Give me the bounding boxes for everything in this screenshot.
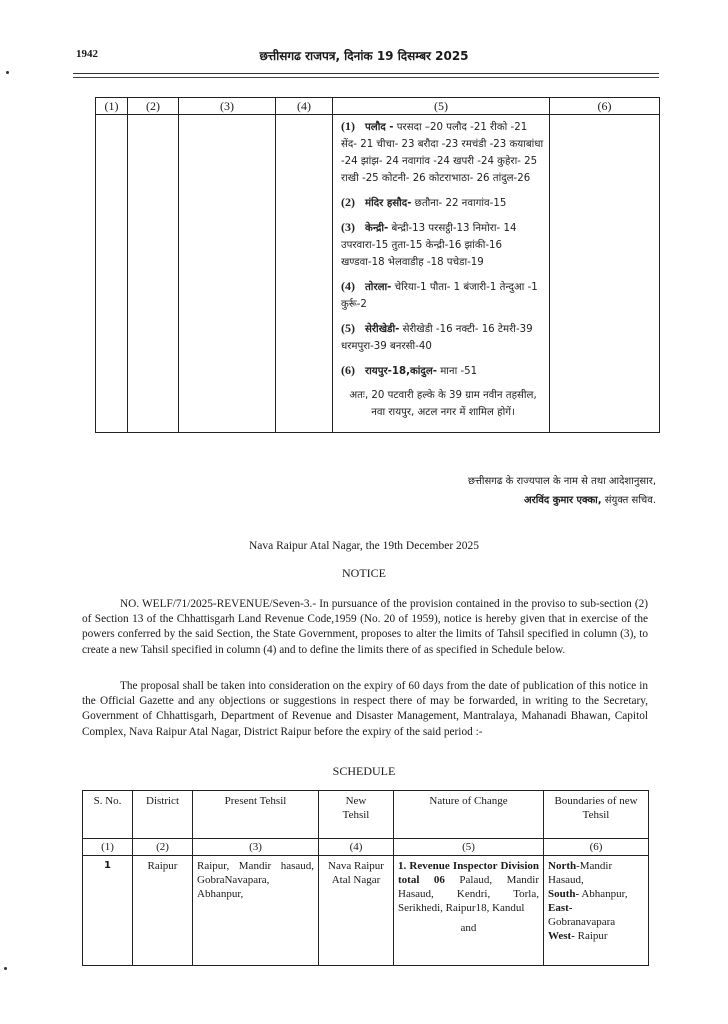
signatory-name: अरविंद कुमार एक्का, [524, 495, 602, 506]
west-boundary: Raipur [574, 930, 608, 942]
south-label: South- [548, 888, 580, 900]
empty-cell [550, 115, 660, 433]
south-boundary: Abhanpur, [579, 888, 628, 900]
empty-cell [96, 115, 128, 433]
schedule-table [82, 790, 649, 966]
col-num-1: (1) [96, 98, 128, 115]
notice-paragraph-2: The proposal shall be taken into consideration on the expiry of 60 days from the date of publication of this notice in the Official Gazette and any objections or suggestions in respect there of may be forwarded, in writing to the Secretary, Government of Chhattisgarh, Department of Revenue and Disaster Management, Mantralaya, Mahanadi Bhawan, Capitol Complex, Nava Raipur Atal Nagar, District Raipur before the expiry of the said period :- [82, 680, 648, 738]
east-label: East- [548, 902, 573, 914]
notice-paragraph-1: NO. WELF/71/2025-REVENUE/Seven-3.- In pursuance of the provision contained in the proviso to sub-section (2) of Section 13 of the Chhattisgarh Land Revenue Code,1959 (No. 20 of 1959), notice is hereby given that in exercise of the powers conferred by the said Section, the State Government, proposes to alter the limits of Tahsil specified in column (3), to create a new Tahsil specified in column (4) and to define the limits there of as specified in Schedule below. [82, 598, 648, 656]
signatory [524, 492, 656, 506]
present-tehsil-cell: Raipur, Mandir hasaud, GobraNavapara, Abhanpur, [193, 856, 319, 966]
col-num-2: (2) [133, 839, 193, 856]
col-num-5: (5) [394, 839, 544, 856]
east-boundary: Gobranavapara [548, 916, 616, 928]
col-num-3: (3) [193, 839, 319, 856]
ri-division-entry: (6) रायपुर-18,कांदुल- माना -51 [341, 363, 478, 377]
header-district: District [133, 791, 193, 839]
col-num-5: (5) [333, 98, 550, 115]
header-rule-top [73, 73, 659, 74]
schedule-heading: SCHEDULE [332, 764, 396, 778]
table-row [83, 856, 649, 966]
north-label: North [548, 860, 577, 872]
header-new-tehsil: New Tehsil [319, 791, 394, 839]
page-number: 1942 [76, 48, 98, 60]
ri-division-entry: (5) सेरीखेडी- सेरीखेडी -16 नक्टी- 16 टेमरी-39 धरमपुरा-39 बनरसी-40 [341, 321, 533, 352]
schedule-column-number-row [83, 839, 649, 856]
north-boundary: -Mandir Hasaud, [548, 860, 613, 886]
col-num-3: (3) [179, 98, 276, 115]
ri-division-list: Palaud, Mandir Hasaud, Kendri, Torla, Serikhedi, Raipur18, Kandul [398, 874, 539, 914]
ri-division-entry: (3) केन्द्री- बेन्द्री-13 परसट्ठी-13 निमोरा- 14 उपरवारा-15 तुता-15 केन्द्री-16 झांकी-16 खण्डवा-18 भेलवाडीह -18 पचेडा-19 [341, 220, 517, 268]
scan-speck [6, 71, 9, 74]
notice-dateline: Nava Raipur Atal Nagar, the 19th December 2025 [248, 540, 480, 552]
sno-cell: 1 [83, 856, 133, 966]
ri-division-entry: (1) पलौद - परसदा –20 पलौद -21 रीको -21 सेंद- 21 चीचा- 23 बरौदा -23 रमचंडी -23 कयाबांधा -24 झांझ- 24 नवागांव -24 खपरी -24 कुहेरा- 25 राखी -25 कोटनी- 26 कोटराभाठा- 26 तांदुल-26 [341, 119, 544, 184]
scan-speck [4, 967, 7, 970]
new-tehsil-cell: Nava Raipur Atal Nagar [319, 856, 394, 966]
col-num-1: (1) [83, 839, 133, 856]
header-present-tehsil: Present Tehsil [193, 791, 319, 839]
ri-division-entry: (2) मंदिर हसौद- छतौना- 22 नवागांव-15 [341, 195, 507, 209]
empty-cell [276, 115, 333, 433]
nature-of-change-cell [394, 856, 544, 966]
col-num-6: (6) [550, 98, 660, 115]
col-num-2: (2) [128, 98, 179, 115]
column-number-row [96, 98, 660, 115]
empty-cell [128, 115, 179, 433]
col-num-4: (4) [276, 98, 333, 115]
west-label: West- [548, 930, 575, 942]
summary-text: अतः, 20 पटवारी हल्के के 39 ग्राम नवीन तहसील, नवा रायपुर, अटल नगर में शामिल होगें। [349, 390, 537, 418]
boundaries-cell [544, 856, 649, 966]
authority-line: छत्तीसगढ के राज्यपाल के नाम से तथा आदेशानुसार, [467, 476, 656, 487]
schedule-header-row [83, 791, 649, 839]
continued-village-table [95, 97, 660, 433]
header-nature-of-change: Nature of Change [394, 791, 544, 839]
col-num-4: (4) [319, 839, 394, 856]
header-boundaries: Boundaries of new Tehsil [544, 791, 649, 839]
ri-division-entry: (4) तोरला- चेरिया-1 पौता- 1 बंजारी-1 तेन्दुआ -1 कुर्रू-2 [341, 279, 538, 310]
ri-division-label: 1. Revenue Inspector Division total 06 [398, 860, 539, 886]
gazette-header-title: छत्तीसगढ राजपत्र, दिनांक 19 दिसम्बर 2025 [259, 49, 469, 63]
header-sno: S. No. [83, 791, 133, 839]
notice-heading: NOTICE [342, 566, 386, 580]
village-list-cell [333, 115, 550, 433]
signatory-designation: संयुक्त सचिव. [601, 495, 656, 506]
village-list-row [96, 115, 660, 433]
change-continuation: and [460, 922, 477, 934]
col-num-6: (6) [544, 839, 649, 856]
district-cell: Raipur [133, 856, 193, 966]
header-rule-bottom [73, 77, 659, 78]
empty-cell [179, 115, 276, 433]
